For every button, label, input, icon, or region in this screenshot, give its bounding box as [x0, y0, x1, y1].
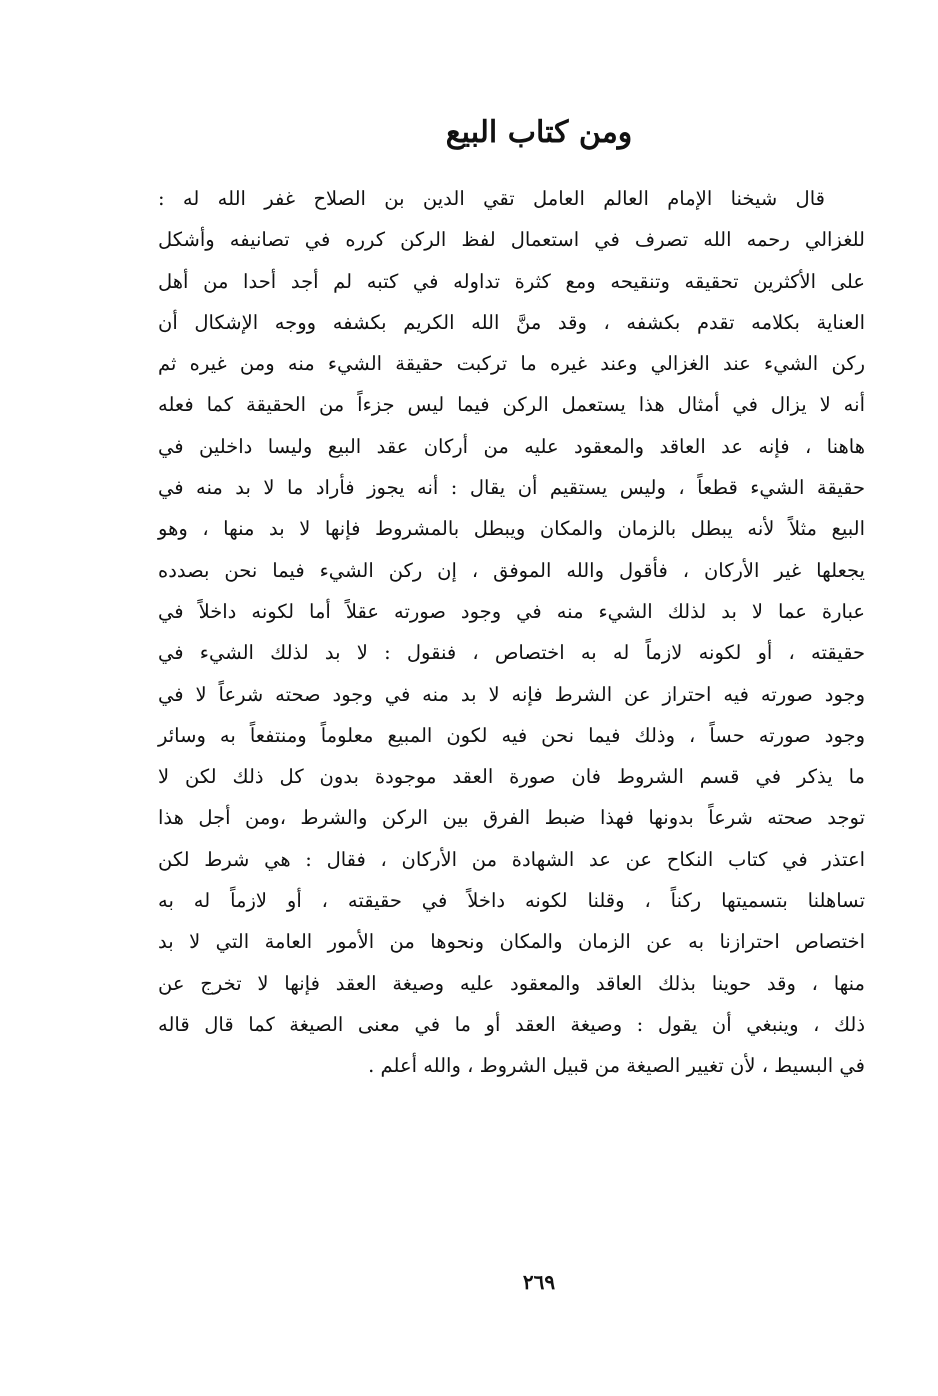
body-paragraph	[158, 178, 865, 1087]
text-line: على الأكثرين تحقيقه وتنقيحه ومع كثرة تداوله في كتبه لم أجد أحدا من أهل	[158, 269, 865, 293]
chapter-title: ومن كتاب البيع	[445, 115, 633, 150]
text-line: للغزالي رحمه الله تصرف في استعمال لفظ الركن كرره في تصانيفه وأشكل	[158, 228, 865, 252]
text-line: اختصاص احترازنا به عن الزمان والمكان ونحوها من الأمور العامة التي لا بد	[158, 930, 865, 954]
text-line: تساهلنا بتسميتها ركناً ، وقلنا لكونه داخلاً في حقيقته ، أو لازماً له به	[158, 889, 865, 913]
text-line: ركن الشيء عند الغزالي وعند غيره ما تركبت حقيقة الشيء منه ومن غيره ثم	[158, 352, 865, 376]
text-line: وجود صورته فيه احتراز عن الشرط فإنه لا بد منه في وجود صحته شرعاً لا في	[158, 682, 865, 706]
text-line: العناية بكلامه تقدم بكشفه ، وقد منَّ الله الكريم بكشفه ووجه الإشكال أن	[158, 310, 865, 334]
text-line: حقيقة الشيء قطعاً ، وليس يستقيم أن يقال : أنه يجوز فأراد ما لا بد منه في	[158, 476, 865, 500]
text-line: ما يذكر في قسم الشروط فان صورة العقد موجودة بدون كل ذلك لكن لا	[158, 765, 865, 789]
text-line-last: في البسيط ، لأن تغيير الصيغة من قبيل الشروط ، والله أعلم .	[368, 1054, 865, 1078]
text-line: يجعلها غير الأركان ، فأقول والله الموفق ، إن ركن الشيء فيما نحن بصدده	[158, 558, 865, 582]
text-line: البيع مثلاً لأنه يبطل بالزمان والمكان ويبطل بالمشروط فإنها لا بد منها ، وهو	[158, 517, 865, 541]
page-number: ٢٦٩	[522, 1270, 556, 1294]
text-line: حقيقته ، أو لكونه لازماً له به اختصاص ، فنقول : لا بد لذلك الشيء في	[158, 641, 865, 665]
text-line: منها ، وقد حوينا بذلك العاقد والمعقود عليه وصيغة العقد فإنها لا تخرج عن	[158, 971, 865, 995]
text-line: توجد صحته شرعاً بدونها فهذا ضبط الفرق بين الركن والشرط ،ومن أجل هذا	[158, 806, 865, 830]
text-line: أنه لا يزال في أمثال هذا يستعمل الركن فيما ليس جزءاً من الحقيقة كما فعله	[158, 393, 865, 417]
text-line: قال شيخنا الإمام العالم العامل تقي الدين بن الصلاح غفر الله له :	[158, 187, 825, 210]
text-line: هاهنا ، فإنه عد العاقد والمعقود عليه من أركان عقد البيع وليسا داخلين في	[158, 434, 865, 458]
text-line: عبارة عما لا بد لذلك الشيء منه في وجود صورته عقلاً أما لكونه داخلاً في	[158, 599, 865, 623]
text-line: وجود صورته حساً ، وذلك فيما نحن فيه لكون المبيع معلوماً ومنتفعاً به وسائر	[158, 723, 865, 747]
text-line: ذلك ، وينبغي أن يقول : وصيغة العقد أو ما في معنى الصيغة كما قال قاله	[158, 1012, 865, 1036]
text-line: اعتذر في كتاب النكاح عن عد الشهادة من الأركان ، فقال : هي شرط لكن	[158, 847, 865, 871]
